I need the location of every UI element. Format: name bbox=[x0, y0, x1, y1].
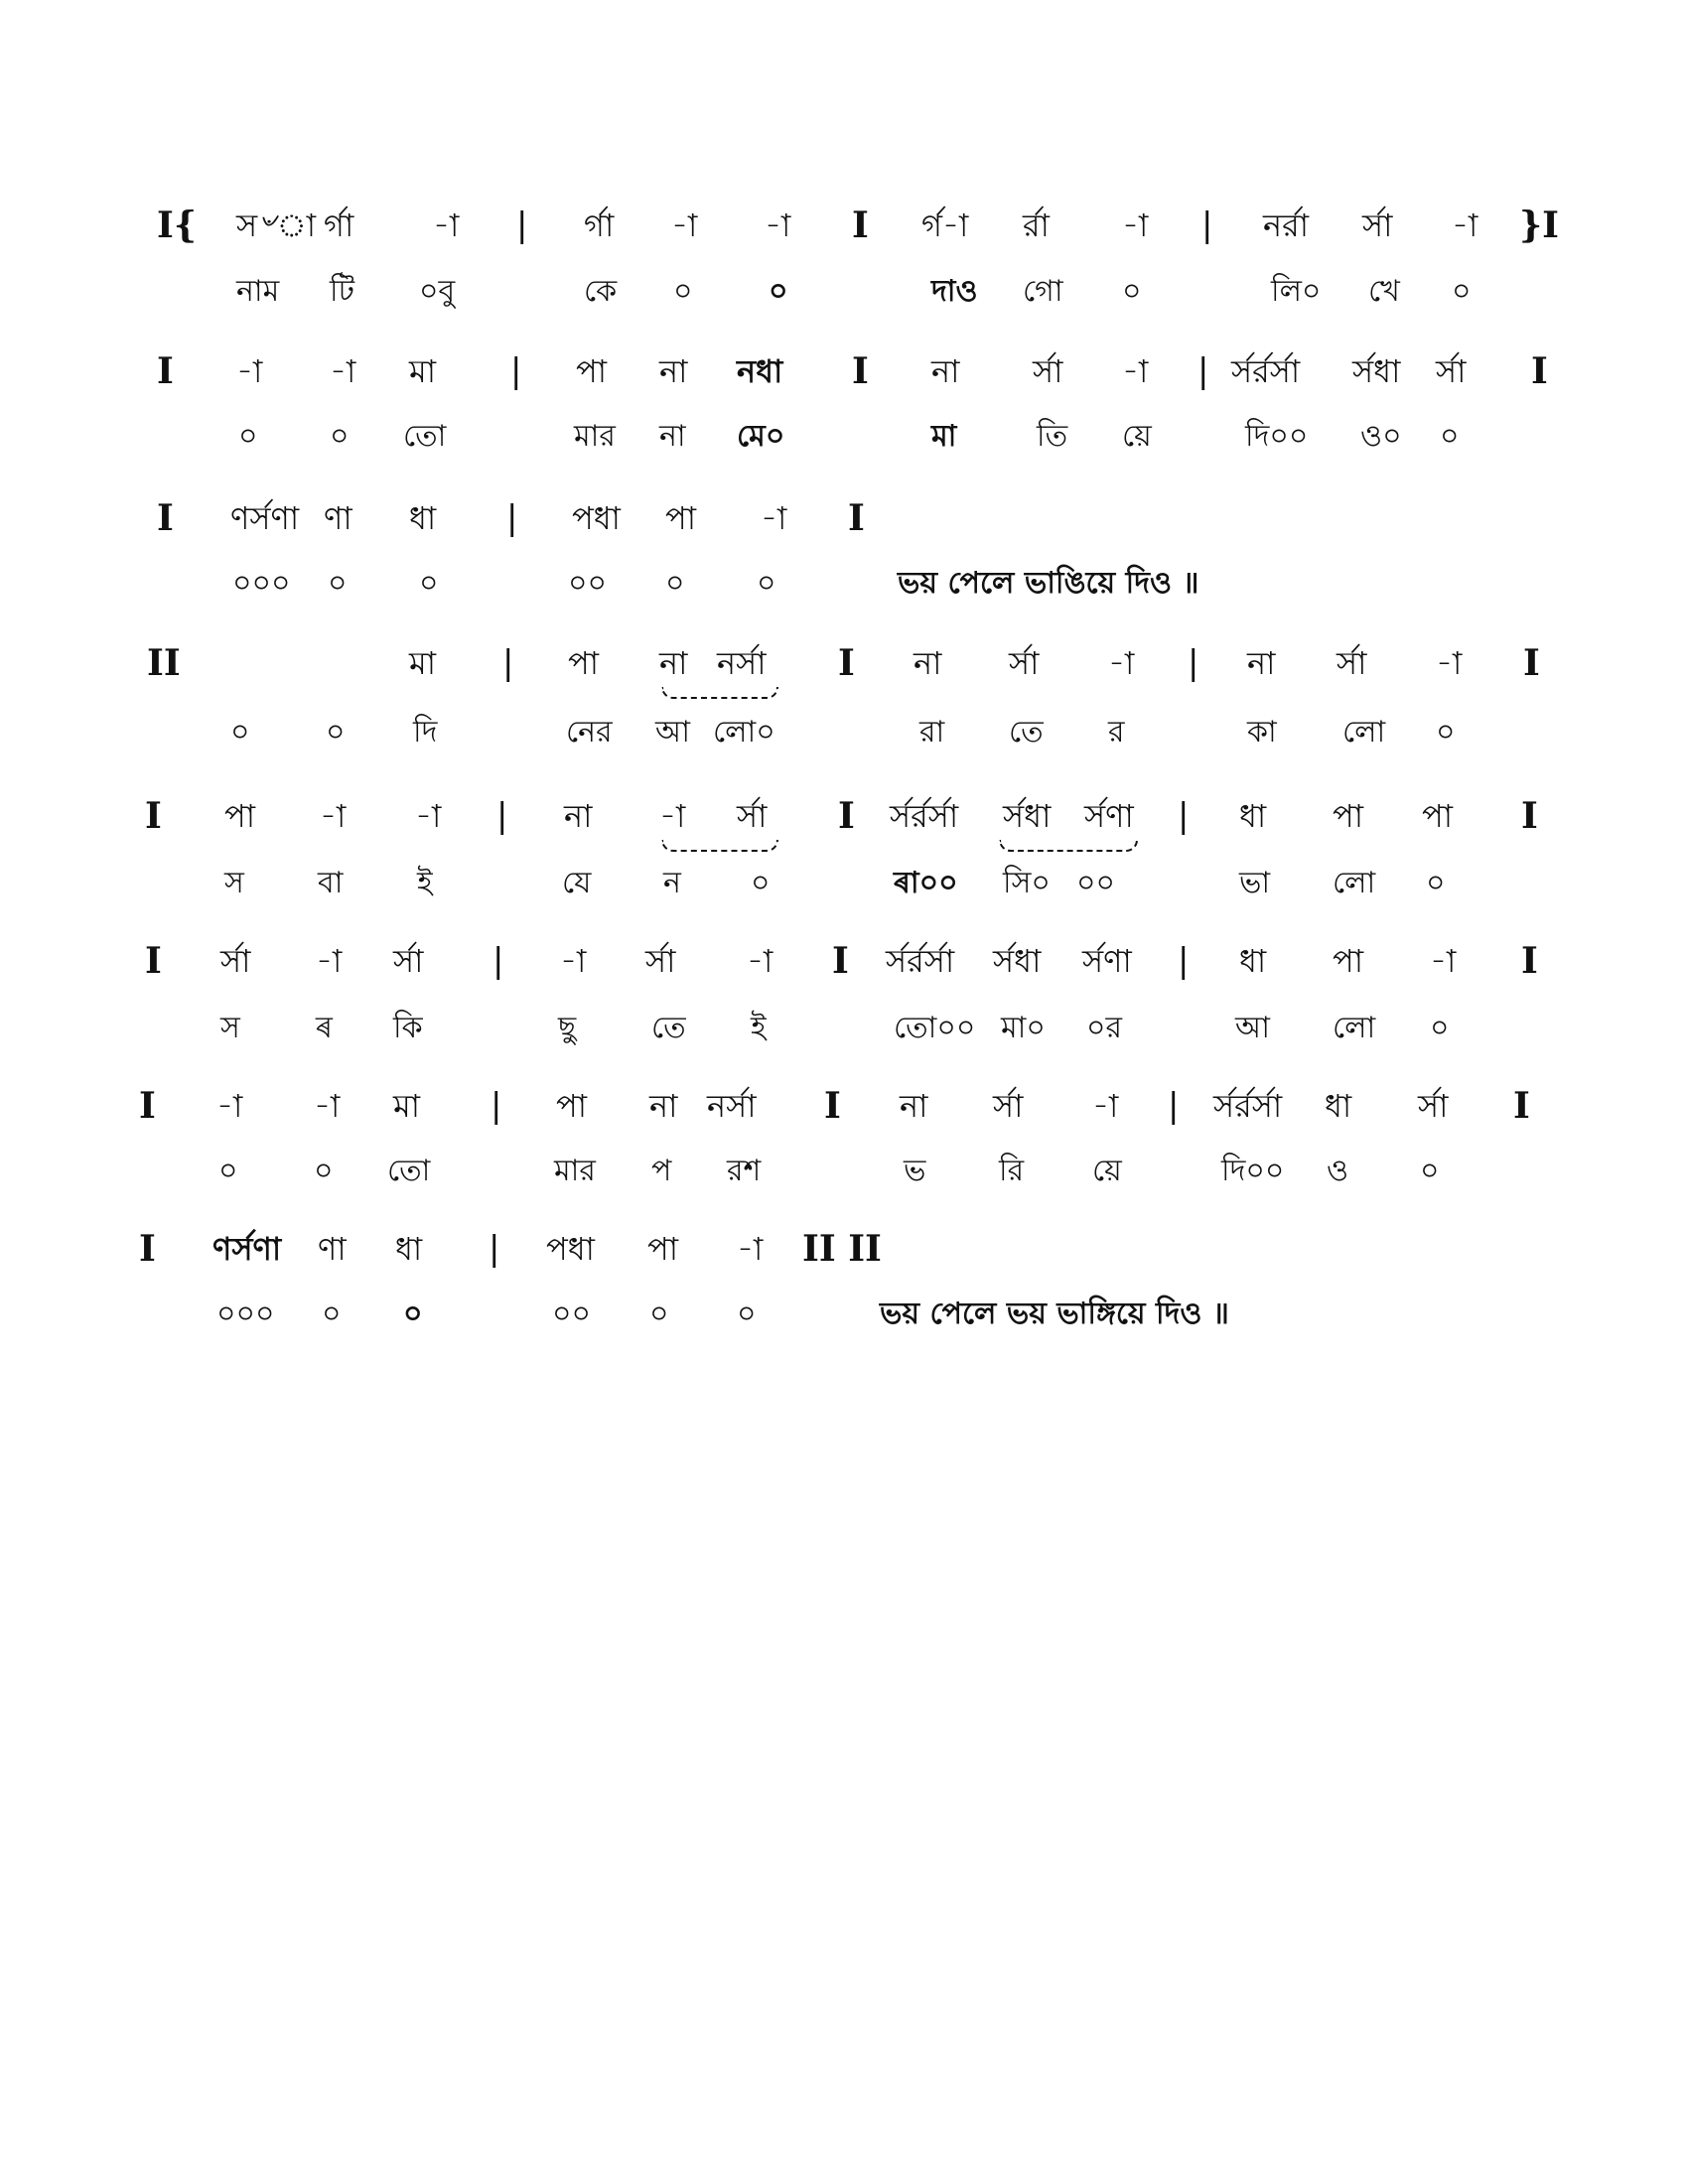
section-bar: I bbox=[139, 1228, 156, 1270]
lyric-syllable: ০ bbox=[751, 866, 771, 900]
swara-note: না bbox=[914, 644, 942, 682]
lyric-syllable: তে bbox=[651, 1011, 686, 1045]
swara-note: -া bbox=[560, 942, 587, 980]
swara-note: পা bbox=[1333, 942, 1364, 980]
lyric-syllable: খে bbox=[1368, 274, 1400, 309]
lyric-syllable: ০ bbox=[1430, 1011, 1450, 1045]
lyric-syllable: ০ bbox=[230, 715, 250, 750]
lyric-line bbox=[0, 562, 1688, 621]
lyric-syllable: ০ bbox=[1452, 274, 1472, 309]
lyric-syllable: লো bbox=[1342, 715, 1386, 750]
lyric-syllable: ০০ bbox=[568, 566, 608, 601]
section-bar: I bbox=[1523, 642, 1540, 684]
lyric-syllable: ০ bbox=[330, 419, 350, 454]
section-bar: I bbox=[157, 497, 174, 539]
swara-note: -া bbox=[765, 206, 791, 244]
swara-note: ধা bbox=[1239, 942, 1267, 980]
lyric-syllable: ০ bbox=[1122, 274, 1142, 309]
swara-note: -া bbox=[433, 206, 460, 244]
lyric-syllable: ০ bbox=[328, 566, 348, 601]
swara-note: নর্রা bbox=[1263, 206, 1309, 244]
section-bar: I bbox=[157, 350, 174, 392]
bar-line: | bbox=[1197, 351, 1209, 391]
swara-note: -া bbox=[1108, 644, 1135, 682]
swara-note: না bbox=[659, 352, 688, 390]
lyric-syllable: ই bbox=[751, 1011, 767, 1045]
lyric-syllable: দি bbox=[413, 715, 438, 750]
slur-mark bbox=[661, 840, 778, 852]
section-bar: I bbox=[824, 1085, 841, 1127]
swara-note: র্সা bbox=[645, 942, 676, 980]
lyric-syllable: লো bbox=[1333, 866, 1376, 900]
bar-line: | bbox=[506, 498, 518, 538]
swara-note: র্সধা bbox=[1352, 352, 1401, 390]
swara-note: র্সা bbox=[1362, 206, 1393, 244]
lyric-line bbox=[0, 1150, 1688, 1209]
swara-note: পা bbox=[647, 1230, 679, 1268]
lyric-syllable: স bbox=[224, 866, 244, 900]
swara-note: র্সা bbox=[1436, 352, 1467, 390]
lyric-syllable: ০ bbox=[1420, 1154, 1440, 1188]
lyric-syllable: ০ bbox=[649, 1297, 669, 1331]
lyric-syllable: রি bbox=[999, 1154, 1025, 1188]
lyric-syllable: য়ে bbox=[1122, 419, 1152, 454]
lyric-syllable: ভ bbox=[904, 1154, 926, 1188]
swara-note: -া bbox=[1092, 1087, 1119, 1125]
swara-note: নধা bbox=[737, 352, 783, 390]
swara-note: র্গ-া bbox=[921, 206, 969, 244]
swara-note: পা bbox=[576, 352, 608, 390]
lyric-syllable: আ bbox=[1235, 1011, 1270, 1045]
lyric-syllable: কা bbox=[1247, 715, 1277, 750]
bar-line: | bbox=[492, 941, 504, 981]
section-bar: I bbox=[852, 350, 869, 392]
lyric-syllable: ০ bbox=[314, 1154, 334, 1188]
lyric-syllable: ও০ bbox=[1360, 419, 1402, 454]
swara-note: -া bbox=[747, 942, 774, 980]
lyric-syllable: ০বু bbox=[419, 274, 456, 309]
swara-note: -া bbox=[659, 797, 686, 835]
lyric-syllable: ০ bbox=[1426, 866, 1446, 900]
section-bar: I bbox=[139, 1085, 156, 1127]
lyric-syllable: ছু bbox=[558, 1011, 577, 1045]
section-bar: I bbox=[1521, 940, 1538, 982]
lyric-syllable: বা bbox=[318, 866, 344, 900]
swara-note: নর্সা bbox=[717, 644, 767, 682]
lyric-line bbox=[0, 270, 1688, 330]
bar-line: | bbox=[1188, 643, 1199, 683]
swara-note: পা bbox=[556, 1087, 588, 1125]
lyric-refrain: ভয় পেলে ভয় ভাঙ্গিয়ে দিও ॥ bbox=[880, 1297, 1229, 1331]
lyric-syllable: ০ bbox=[665, 566, 685, 601]
bar-line: | bbox=[510, 351, 522, 391]
section-bar: I bbox=[838, 795, 855, 837]
lyric-syllable: লো bbox=[1333, 1011, 1376, 1045]
swara-note: নর্সা bbox=[707, 1087, 757, 1125]
bar-line: | bbox=[1178, 941, 1190, 981]
swara-note: র্সণা bbox=[1082, 942, 1132, 980]
swara-note: -া bbox=[216, 1087, 243, 1125]
section-bar: I bbox=[832, 940, 849, 982]
bar-line: | bbox=[1168, 1086, 1180, 1126]
lyric-syllable: ন bbox=[663, 866, 681, 900]
swara-note: র্সা bbox=[737, 797, 768, 835]
lyric-line bbox=[0, 415, 1688, 475]
lyric-syllable: দাও bbox=[931, 274, 978, 309]
swara-note: স৺া bbox=[236, 206, 316, 244]
lyric-syllable: তো০০ bbox=[894, 1011, 976, 1045]
lyric-syllable: র bbox=[1108, 715, 1125, 750]
lyric-syllable: মার bbox=[554, 1154, 596, 1188]
lyric-syllable: নের bbox=[566, 715, 613, 750]
swara-note: -া bbox=[761, 499, 787, 537]
lyric-syllable: ৰা০০ bbox=[894, 866, 958, 900]
double-bar: II bbox=[147, 642, 181, 684]
lyric-syllable: ০০০ bbox=[216, 1297, 275, 1331]
bar-line: | bbox=[491, 1086, 502, 1126]
swara-note: পধা bbox=[572, 499, 621, 537]
lyric-line bbox=[0, 1293, 1688, 1352]
bar-line: | bbox=[502, 643, 514, 683]
swara-note: ণর্সণা bbox=[230, 499, 300, 537]
swara-note: র্সা bbox=[1418, 1087, 1449, 1125]
lyric-syllable: রশ bbox=[727, 1154, 762, 1188]
swara-note: -া bbox=[1430, 942, 1457, 980]
swara-note: -া bbox=[1122, 206, 1149, 244]
lyric-syllable: ০ bbox=[403, 1297, 423, 1331]
swara-note: -া bbox=[236, 352, 263, 390]
swara-note: র্সধা bbox=[1003, 797, 1052, 835]
lyric-syllable: নাম bbox=[236, 274, 280, 309]
lyric-syllable: ও bbox=[1327, 1154, 1349, 1188]
lyric-syllable: ০ bbox=[419, 566, 439, 601]
lyric-syllable: ০০০ bbox=[232, 566, 291, 601]
swara-note: ধা bbox=[1325, 1087, 1352, 1125]
slur-mark bbox=[999, 840, 1138, 852]
lyric-syllable: তে bbox=[1009, 715, 1044, 750]
lyric-syllable: প bbox=[651, 1154, 672, 1188]
swara-note: র্সা bbox=[1009, 644, 1040, 682]
swara-note: -া bbox=[671, 206, 698, 244]
section-bar: I bbox=[838, 642, 855, 684]
section-bar: I bbox=[145, 795, 162, 837]
swara-note: পধা bbox=[546, 1230, 595, 1268]
lyric-syllable: টি bbox=[330, 274, 354, 309]
swara-note: -া bbox=[330, 352, 356, 390]
lyric-syllable: দি০০ bbox=[1221, 1154, 1285, 1188]
swara-note: -া bbox=[314, 1087, 341, 1125]
lyric-syllable: তো bbox=[403, 419, 447, 454]
lyric-syllable: মা bbox=[931, 419, 957, 454]
bar-line: | bbox=[516, 205, 528, 245]
lyric-syllable: গো bbox=[1023, 274, 1063, 309]
swara-note: ণা bbox=[318, 1230, 347, 1268]
notation-line bbox=[0, 204, 1688, 263]
swara-note: ণর্সণা bbox=[212, 1230, 282, 1268]
lyric-line bbox=[0, 862, 1688, 921]
lyric-syllable: য়ে bbox=[1092, 1154, 1122, 1188]
swara-note: মা bbox=[409, 644, 437, 682]
section-bar: I bbox=[848, 497, 865, 539]
notation-line bbox=[0, 939, 1688, 999]
swara-note: র্সর্রর্সা bbox=[890, 797, 959, 835]
lyric-syllable: ০ bbox=[1440, 419, 1460, 454]
swara-note: -া bbox=[320, 797, 347, 835]
swara-note: র্সা bbox=[1033, 352, 1063, 390]
section-bar: I bbox=[145, 940, 162, 982]
lyric-syllable: ০র bbox=[1086, 1011, 1123, 1045]
lyric-syllable: ০ bbox=[673, 274, 693, 309]
swara-note: না bbox=[659, 644, 688, 682]
swara-note: পা bbox=[224, 797, 256, 835]
swara-note: ণা bbox=[324, 499, 352, 537]
notation-line bbox=[0, 349, 1688, 409]
lyric-syllable: ০ bbox=[757, 566, 776, 601]
swara-note: ধা bbox=[395, 1230, 423, 1268]
bar-line: | bbox=[1201, 205, 1213, 245]
lyric-syllable: ০ bbox=[737, 1297, 757, 1331]
swara-note: র্সা bbox=[220, 942, 251, 980]
notation-line bbox=[0, 1227, 1688, 1287]
swara-note: পা bbox=[568, 644, 600, 682]
bar-line: | bbox=[1178, 796, 1190, 836]
lyric-syllable: সি০ bbox=[1003, 866, 1051, 900]
lyric-syllable: না bbox=[659, 419, 686, 454]
swara-note: র্গা bbox=[584, 206, 615, 244]
slur-mark bbox=[661, 687, 778, 699]
lyric-syllable: ০ bbox=[238, 419, 258, 454]
swara-note: না bbox=[564, 797, 593, 835]
lyric-syllable: ০ bbox=[326, 715, 346, 750]
lyric-syllable: কি bbox=[393, 1011, 423, 1045]
lyric-syllable: ৰ bbox=[316, 1011, 333, 1045]
swara-note: র্রা bbox=[1023, 206, 1050, 244]
lyric-syllable: লি০ bbox=[1271, 274, 1322, 309]
section-bar: I bbox=[1513, 1085, 1530, 1127]
swara-note: র্সধা bbox=[993, 942, 1042, 980]
repeat-end-bar: }I bbox=[1519, 205, 1559, 246]
lyric-syllable: ০০ bbox=[552, 1297, 592, 1331]
swara-note: ধা bbox=[409, 499, 437, 537]
swara-note: -া bbox=[1122, 352, 1149, 390]
swara-note: র্সা bbox=[1336, 644, 1367, 682]
swara-note: র্সা bbox=[393, 942, 424, 980]
swara-note: র্গা bbox=[324, 206, 354, 244]
notation-line bbox=[0, 496, 1688, 556]
swara-note: র্সর্রর্সা bbox=[1231, 352, 1301, 390]
swara-note: -া bbox=[415, 797, 442, 835]
notation-line bbox=[0, 1084, 1688, 1144]
lyric-syllable: স bbox=[220, 1011, 240, 1045]
swara-note: পা bbox=[1333, 797, 1364, 835]
swara-note: -া bbox=[1436, 644, 1463, 682]
swara-note: মা bbox=[409, 352, 437, 390]
lyric-syllable: তি bbox=[1037, 419, 1068, 454]
swara-note: ধা bbox=[1239, 797, 1267, 835]
swara-note: না bbox=[931, 352, 960, 390]
section-bar: I bbox=[852, 205, 869, 246]
lyric-syllable: রা bbox=[919, 715, 945, 750]
lyric-syllable: দি০০ bbox=[1245, 419, 1309, 454]
lyric-syllable: মার bbox=[574, 419, 616, 454]
lyric-syllable: যে bbox=[562, 866, 592, 900]
lyric-refrain: ভয় পেলে ভাঙিয়ে দিও ॥ bbox=[898, 566, 1199, 601]
swara-note: না bbox=[900, 1087, 928, 1125]
lyric-syllable: লো০ bbox=[713, 715, 775, 750]
lyric-syllable: আ bbox=[655, 715, 690, 750]
swara-note: র্সা bbox=[993, 1087, 1024, 1125]
swara-note: -া bbox=[1452, 206, 1478, 244]
repeat-start-bar: I{ bbox=[157, 205, 197, 246]
bar-line: | bbox=[496, 796, 508, 836]
lyric-syllable: ০ bbox=[769, 274, 788, 309]
lyric-syllable: ০ bbox=[1436, 715, 1456, 750]
swara-note: -া bbox=[737, 1230, 764, 1268]
lyric-syllable: ০০ bbox=[1076, 866, 1116, 900]
swara-note: র্সর্রর্সা bbox=[886, 942, 955, 980]
lyric-syllable: ০ bbox=[322, 1297, 342, 1331]
notation-line bbox=[0, 641, 1688, 701]
bar-line: | bbox=[489, 1229, 500, 1269]
lyric-syllable: ০ bbox=[218, 1154, 238, 1188]
lyric-syllable: কে bbox=[584, 274, 618, 309]
lyric-syllable: মা০ bbox=[1001, 1011, 1046, 1045]
swara-note: পা bbox=[1422, 797, 1454, 835]
swara-note: -া bbox=[316, 942, 343, 980]
lyric-syllable: মে০ bbox=[737, 419, 785, 454]
swara-note: মা bbox=[393, 1087, 421, 1125]
swara-note: পা bbox=[665, 499, 697, 537]
final-double-bar: II II bbox=[802, 1228, 882, 1270]
swara-note: না bbox=[649, 1087, 678, 1125]
lyric-syllable: ই bbox=[417, 866, 433, 900]
lyric-syllable: ভা bbox=[1239, 866, 1271, 900]
section-bar: I bbox=[1531, 350, 1548, 392]
swara-note: না bbox=[1247, 644, 1276, 682]
swara-note: র্সণা bbox=[1084, 797, 1134, 835]
lyric-line bbox=[0, 1007, 1688, 1066]
lyric-line bbox=[0, 711, 1688, 770]
lyric-syllable: তো bbox=[387, 1154, 431, 1188]
swara-note: র্সর্রর্সা bbox=[1213, 1087, 1283, 1125]
notation-line bbox=[0, 794, 1688, 854]
section-bar: I bbox=[1521, 795, 1538, 837]
